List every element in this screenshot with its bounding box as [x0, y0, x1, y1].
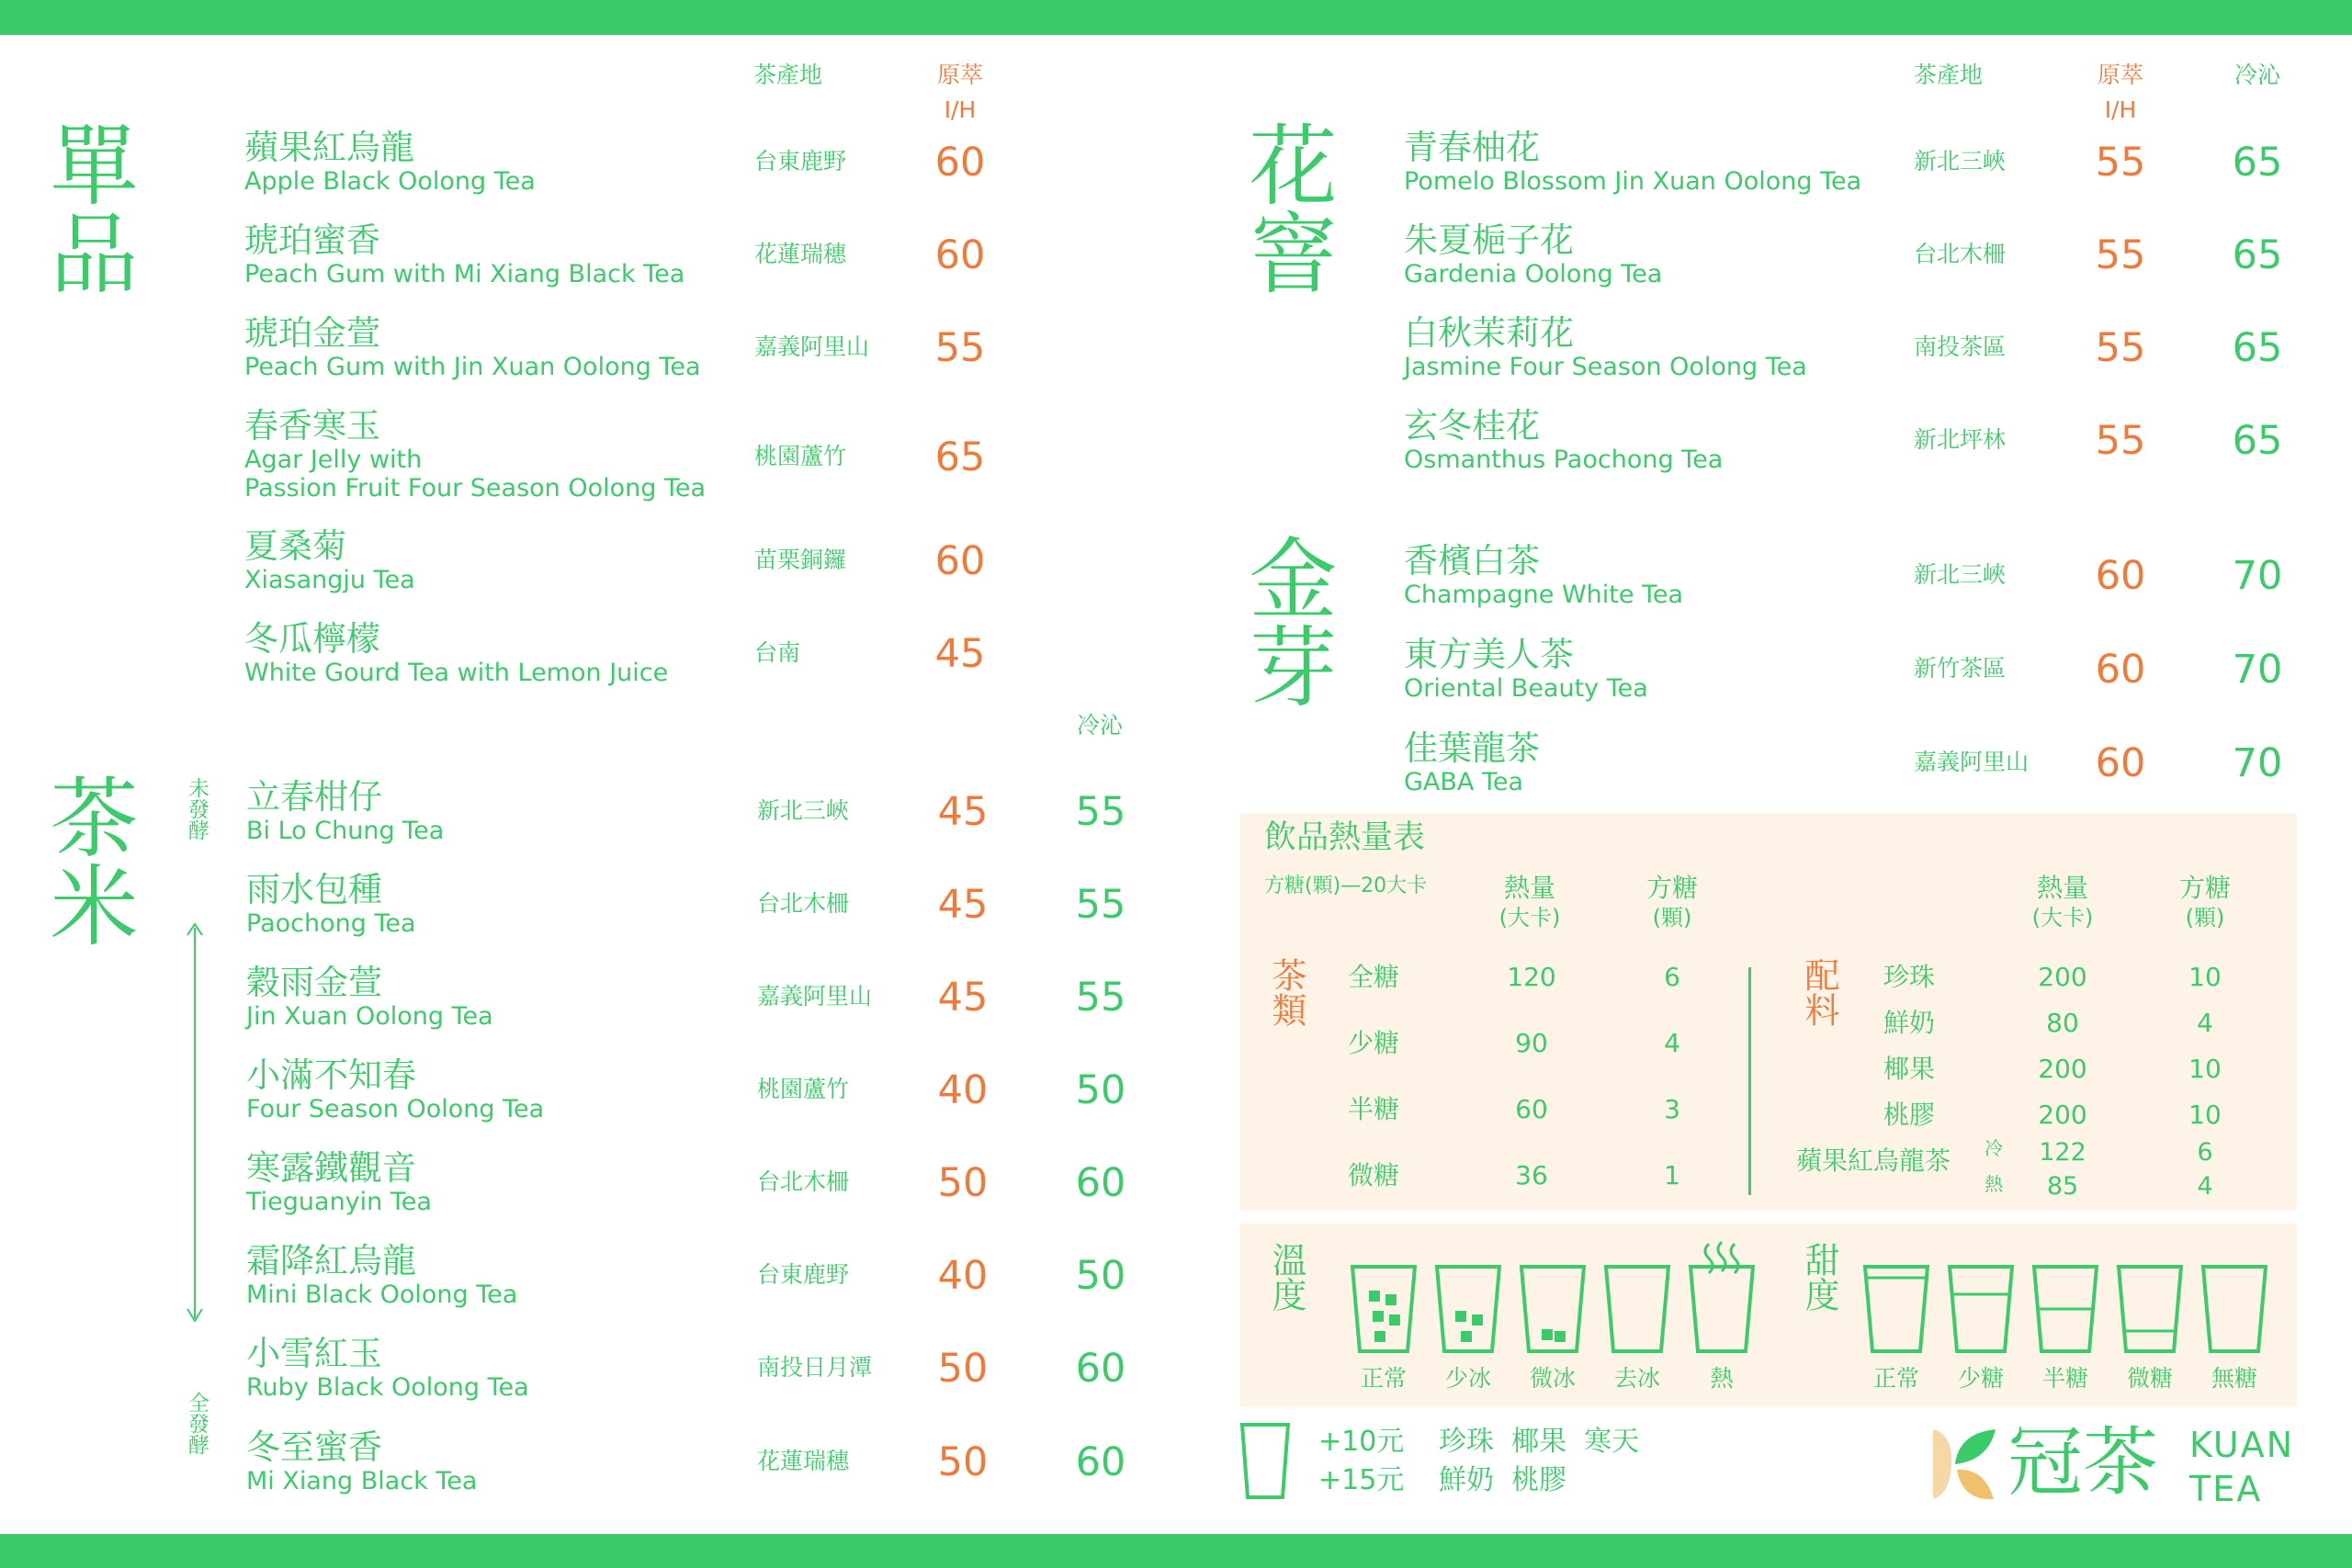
item-name-zh: 立春柑仔 — [246, 777, 382, 817]
item-origin: 桃園蘆竹 — [757, 1076, 850, 1102]
item-origin: 台東鹿野 — [754, 148, 847, 175]
item-price-orig: 50 — [937, 1439, 989, 1485]
apple-hot-label: 熱 — [1984, 1173, 2003, 1195]
cube-unit: (顆) — [1652, 905, 1692, 931]
ferment-bottom-label: 全發酵 — [185, 1392, 209, 1455]
menu-item[interactable] — [1404, 540, 2323, 632]
apple-cal-cold: 122 — [2039, 1138, 2086, 1167]
item-price: 45 — [934, 631, 986, 677]
item-name-zh: 冬瓜檸檬 — [244, 619, 380, 659]
item-name-en: Mini Black Oolong Tea — [246, 1280, 518, 1309]
addon-price-10: +10元 — [1318, 1426, 1405, 1458]
ferment-top-label: 未發酵 — [185, 777, 209, 840]
item-name-zh: 香檳白茶 — [1404, 541, 1540, 581]
header-origin-right: 茶產地 — [1914, 62, 1984, 88]
menu-item[interactable] — [1404, 728, 2323, 819]
item-price-cold: 65 — [2232, 418, 2283, 464]
item-price-cold: 65 — [2232, 232, 2283, 278]
col-cal-header-2 — [2017, 873, 2109, 931]
sweet-option-label: 半糖 — [2041, 1365, 2088, 1392]
item-name-en: GABA Tea — [1404, 768, 1524, 796]
item-name-zh: 寒露鐵觀音 — [246, 1148, 416, 1188]
item-price-cold: 50 — [1075, 1067, 1126, 1113]
item-origin: 台北木柵 — [1914, 241, 2007, 267]
item-price-orig: 45 — [937, 789, 989, 835]
item-name-en: Gardenia Oolong Tea — [1404, 260, 1663, 288]
item-name-en: Mi Xiang Black Tea — [246, 1467, 478, 1495]
item-price-cold: 50 — [1075, 1253, 1126, 1299]
item-name-zh: 春香寒玉 — [244, 406, 380, 446]
menu-item[interactable] — [1404, 405, 2323, 497]
menu-item[interactable] — [246, 776, 1165, 868]
menu-item[interactable] — [1404, 127, 2323, 219]
item-name-zh: 夏桑菊 — [244, 526, 346, 566]
cup-icon-sugar-half[interactable] — [2032, 1263, 2098, 1355]
header-origin-left: 茶產地 — [753, 62, 823, 88]
item-origin: 台北木柵 — [757, 890, 850, 917]
item-origin: 新北三峽 — [1914, 148, 2007, 175]
cal-unit: (大卡) — [2031, 905, 2094, 931]
menu-item[interactable] — [244, 220, 1163, 311]
sweet-option-label: 少糖 — [1957, 1365, 2004, 1392]
ferment-arrow — [184, 919, 211, 1332]
section-title-tea: 茶米 — [36, 772, 139, 948]
item-name-zh: 玄冬桂花 — [1404, 406, 1540, 446]
item-name-zh: 朱夏梔子花 — [1404, 220, 1574, 260]
sugar-cubes: 4 — [1664, 1028, 1680, 1058]
calories: 200 — [2038, 1054, 2087, 1084]
item-price-orig: 55 — [2095, 232, 2146, 278]
item-price: 65 — [934, 434, 986, 480]
top-bar — [0, 0, 2352, 35]
item-name-zh: 東方美人茶 — [1404, 635, 1574, 674]
item-origin: 嘉義阿里山 — [757, 983, 873, 1010]
temp-option-label: 去冰 — [1613, 1365, 1660, 1392]
sugar-cubes: 6 — [1664, 962, 1680, 992]
sugar-level: 少糖 — [1348, 1028, 1400, 1058]
cup-icon-sugar-light[interactable] — [2117, 1263, 2183, 1355]
cal-unit: (大卡) — [1498, 905, 1561, 931]
item-name-zh: 白秋茉莉花 — [1404, 313, 1574, 353]
topping-category-label: 配料 — [1799, 957, 1839, 1027]
item-name-en: Tieguanyin Tea — [246, 1188, 432, 1216]
item-name-zh: 小雪紅玉 — [246, 1334, 382, 1373]
item-origin: 南投日月潭 — [757, 1354, 873, 1381]
header-ih-left: I/H — [944, 96, 977, 123]
item-price-orig: 45 — [937, 882, 989, 928]
item-price-cold: 65 — [2232, 140, 2283, 186]
item-name-en: Bi Lo Chung Tea — [246, 817, 445, 845]
item-name-en: White Gourd Tea with Lemon Juice — [244, 659, 669, 687]
item-price-cold: 70 — [2232, 553, 2283, 599]
item-price: 60 — [934, 140, 986, 186]
cup-icon-hot[interactable] — [1689, 1240, 1755, 1355]
item-name-zh: 霜降紅烏龍 — [246, 1241, 416, 1280]
sugar-cubes: 1 — [1664, 1160, 1680, 1190]
addon-items-10: 珍珠 椰果 寒天 — [1439, 1426, 1640, 1458]
sweet-option-label: 微糖 — [2126, 1365, 2173, 1392]
apple-cal-hot: 85 — [2046, 1172, 2079, 1201]
item-name-zh: 琥珀蜜香 — [244, 220, 380, 260]
item-name-en: Jin Xuan Oolong Tea — [246, 1002, 493, 1031]
topping-name: 椰果 — [1883, 1054, 1936, 1084]
sugar-level: 半糖 — [1348, 1094, 1400, 1124]
item-price: 60 — [934, 538, 986, 584]
cal-header: 熱量 — [1503, 873, 1555, 903]
bottom-bar — [0, 1534, 2352, 1568]
item-name-en: Peach Gum with Mi Xiang Black Tea — [244, 260, 685, 288]
cup-icon-sugar-none[interactable] — [2201, 1263, 2267, 1355]
sugar-cubes: 4 — [2197, 1008, 2213, 1038]
cup-icon-light-ice[interactable] — [1520, 1263, 1586, 1355]
item-name-zh: 青春柚花 — [1404, 128, 1540, 167]
menu-item[interactable] — [246, 1427, 1165, 1518]
item-name-en: Pomelo Blossom Jin Xuan Oolong Tea — [1404, 167, 1862, 196]
calories: 200 — [2038, 962, 2087, 992]
item-price: 55 — [934, 325, 986, 371]
item-price-cold: 60 — [1075, 1439, 1126, 1485]
item-price-cold: 55 — [1075, 882, 1126, 928]
header-orig-right: 原萃 — [2097, 62, 2143, 88]
calorie-title: 飲品熱量表 — [1264, 819, 1426, 856]
item-origin: 南投茶區 — [1914, 333, 2007, 360]
item-origin: 花蓮瑞穗 — [757, 1448, 850, 1474]
cup-icon-addon — [1240, 1422, 1290, 1500]
item-price-orig: 55 — [2095, 140, 2146, 186]
apple-tea-name: 蘋果紅烏龍茶 — [1796, 1145, 1951, 1176]
item-price: 60 — [934, 232, 986, 278]
cup-icon-no-ice[interactable] — [1604, 1263, 1670, 1355]
calorie-divider — [1748, 967, 1751, 1195]
item-price-orig: 40 — [937, 1253, 989, 1299]
item-name-en: Four Season Oolong Tea — [246, 1095, 545, 1123]
item-origin: 新北三峽 — [1914, 561, 2007, 588]
item-name-en: Champagne White Tea — [1404, 581, 1684, 609]
menu-item[interactable] — [246, 962, 1165, 1054]
sugar-cubes: 10 — [2188, 1054, 2222, 1084]
menu-item[interactable] — [244, 405, 1163, 515]
menu-item[interactable] — [246, 1240, 1165, 1332]
item-price-orig: 55 — [2095, 325, 2146, 371]
temp-option-label: 少冰 — [1444, 1365, 1491, 1392]
calories: 120 — [1507, 962, 1556, 992]
menu-item[interactable] — [1404, 312, 2323, 404]
item-origin: 新北三峽 — [757, 797, 850, 824]
menu-item[interactable] — [1404, 220, 2323, 311]
cube-header: 方糖 — [2178, 873, 2231, 903]
temp-option-label: 正常 — [1360, 1365, 1407, 1392]
col-cal-header-1 — [1484, 873, 1576, 931]
menu-item[interactable] — [246, 1055, 1165, 1146]
topping-name: 珍珠 — [1883, 962, 1936, 992]
item-origin: 新竹茶區 — [1914, 655, 2007, 682]
topping-name: 桃膠 — [1883, 1100, 1936, 1130]
addon-items-15: 鮮奶 桃膠 — [1439, 1464, 1567, 1496]
cube-unit: (顆) — [2185, 905, 2225, 931]
header-orig-left: 原萃 — [936, 62, 983, 88]
item-name-zh: 佳葉龍茶 — [1404, 728, 1540, 768]
sugar-cubes: 3 — [1664, 1094, 1680, 1124]
item-price-cold: 55 — [1075, 789, 1126, 835]
menu-item[interactable] — [246, 869, 1165, 961]
item-origin: 台北木柵 — [757, 1168, 850, 1195]
item-name-zh: 蘋果紅烏龍 — [244, 128, 414, 167]
item-price-orig: 60 — [2095, 647, 2146, 693]
item-name-zh: 雨水包種 — [246, 870, 382, 909]
item-price-cold: 55 — [1075, 975, 1126, 1021]
item-name-en: Jasmine Four Season Oolong Tea — [1404, 353, 1807, 381]
item-price-orig: 50 — [937, 1346, 989, 1392]
menu-item[interactable] — [244, 127, 1163, 219]
item-origin: 花蓮瑞穗 — [754, 241, 847, 267]
item-origin: 桃園蘆竹 — [754, 443, 847, 469]
item-origin: 嘉義阿里山 — [1914, 749, 2030, 775]
item-name-en-line2: Passion Fruit Four Season Oolong Tea — [244, 474, 707, 502]
item-price-cold: 60 — [1075, 1160, 1126, 1206]
cup-icon-less-ice[interactable] — [1435, 1263, 1501, 1355]
cal-header: 熱量 — [2036, 873, 2088, 903]
temp-option-label: 微冰 — [1529, 1365, 1576, 1392]
item-name-en: Paochong Tea — [246, 909, 416, 938]
item-price-orig: 50 — [937, 1160, 989, 1206]
brand-en-line1: KUAN — [2189, 1425, 2295, 1465]
temperature-label: 溫度 — [1266, 1242, 1306, 1312]
item-price-orig: 60 — [2095, 740, 2146, 786]
item-price-orig: 60 — [2095, 553, 2146, 599]
item-price-orig: 40 — [937, 1067, 989, 1113]
item-name-en: Xiasangju Tea — [244, 566, 415, 594]
topping-name: 鮮奶 — [1883, 1008, 1936, 1038]
apple-cube-hot: 4 — [2197, 1172, 2213, 1201]
sugar-cubes: 10 — [2188, 962, 2222, 992]
menu-item[interactable] — [1404, 634, 2323, 726]
item-name-en: Peach Gum with Jin Xuan Oolong Tea — [244, 353, 701, 381]
item-origin: 台東鹿野 — [757, 1261, 850, 1288]
item-price-cold: 70 — [2232, 740, 2283, 786]
header-cold-left: 冷沁 — [1077, 712, 1124, 739]
menu-item[interactable] — [246, 1333, 1165, 1425]
item-origin: 新北坪林 — [1914, 426, 2007, 453]
menu-item[interactable] — [244, 525, 1163, 617]
item-origin: 嘉義阿里山 — [754, 333, 870, 360]
menu-item[interactable] — [246, 1147, 1165, 1239]
item-price-cold: 60 — [1075, 1346, 1126, 1392]
item-origin: 台南 — [754, 639, 801, 666]
item-price-orig: 45 — [937, 975, 989, 1021]
section-title-single: 單品 — [36, 119, 139, 296]
cup-icon-sugar-less[interactable] — [1948, 1263, 2014, 1355]
item-name-en: Ruby Black Oolong Tea — [246, 1373, 529, 1402]
item-price-cold: 70 — [2232, 647, 2283, 693]
apple-cold-label: 冷 — [1984, 1137, 2003, 1159]
brand-name: 冠茶 — [2007, 1419, 2159, 1506]
item-name-en: Oriental Beauty Tea — [1404, 674, 1648, 703]
item-price-orig: 55 — [2095, 418, 2146, 464]
cube-header: 方糖 — [1645, 873, 1698, 903]
brand-en-line2: TEA — [2189, 1469, 2263, 1509]
kuan-tea-logo-icon — [1928, 1426, 2001, 1504]
section-title-flower: 花窨 — [1235, 119, 1338, 296]
sweet-option-label: 無糖 — [2211, 1365, 2257, 1392]
cup-icon-normal-ice[interactable] — [1351, 1263, 1417, 1355]
item-name-zh: 穀雨金萱 — [246, 963, 382, 1002]
calories: 80 — [2046, 1008, 2079, 1038]
tea-category-label: 茶類 — [1266, 957, 1306, 1027]
calorie-note: 方糖(顆)—20大卡 — [1264, 874, 1428, 897]
apple-cube-cold: 6 — [2197, 1138, 2213, 1167]
item-origin: 苗栗銅鑼 — [754, 547, 847, 573]
item-name-zh: 琥珀金萱 — [244, 313, 380, 353]
menu-item[interactable] — [244, 312, 1163, 404]
sweet-option-label: 正常 — [1872, 1365, 1919, 1392]
item-price-cold: 65 — [2232, 325, 2283, 371]
sugar-level: 全糖 — [1348, 962, 1400, 992]
item-name-zh: 小滿不知春 — [246, 1055, 416, 1095]
calories: 60 — [1515, 1094, 1548, 1124]
sugar-level: 微糖 — [1348, 1160, 1400, 1190]
header-ih-right: I/H — [2104, 96, 2137, 123]
calories: 36 — [1515, 1160, 1548, 1190]
item-name-en: Osmanthus Paochong Tea — [1404, 446, 1724, 474]
header-cold-right: 冷沁 — [2234, 62, 2281, 88]
col-cube-header-2 — [2159, 873, 2251, 931]
menu-item[interactable] — [244, 618, 1163, 710]
temp-option-label: 熱 — [1710, 1365, 1734, 1392]
calories: 200 — [2038, 1100, 2087, 1130]
item-name-en: Agar Jelly with — [244, 446, 423, 474]
item-name-en: Apple Black Oolong Tea — [244, 167, 536, 196]
sweetness-label: 甜度 — [1799, 1242, 1839, 1312]
section-title-golden: 金芽 — [1235, 533, 1338, 709]
item-name-zh: 冬至蜜香 — [246, 1427, 382, 1467]
col-cube-header-1 — [1626, 873, 1718, 931]
addon-price-15: +15元 — [1318, 1464, 1405, 1496]
cup-icon-sugar-normal[interactable] — [1863, 1263, 1929, 1355]
calories: 90 — [1515, 1028, 1548, 1058]
sugar-cubes: 10 — [2188, 1100, 2222, 1130]
